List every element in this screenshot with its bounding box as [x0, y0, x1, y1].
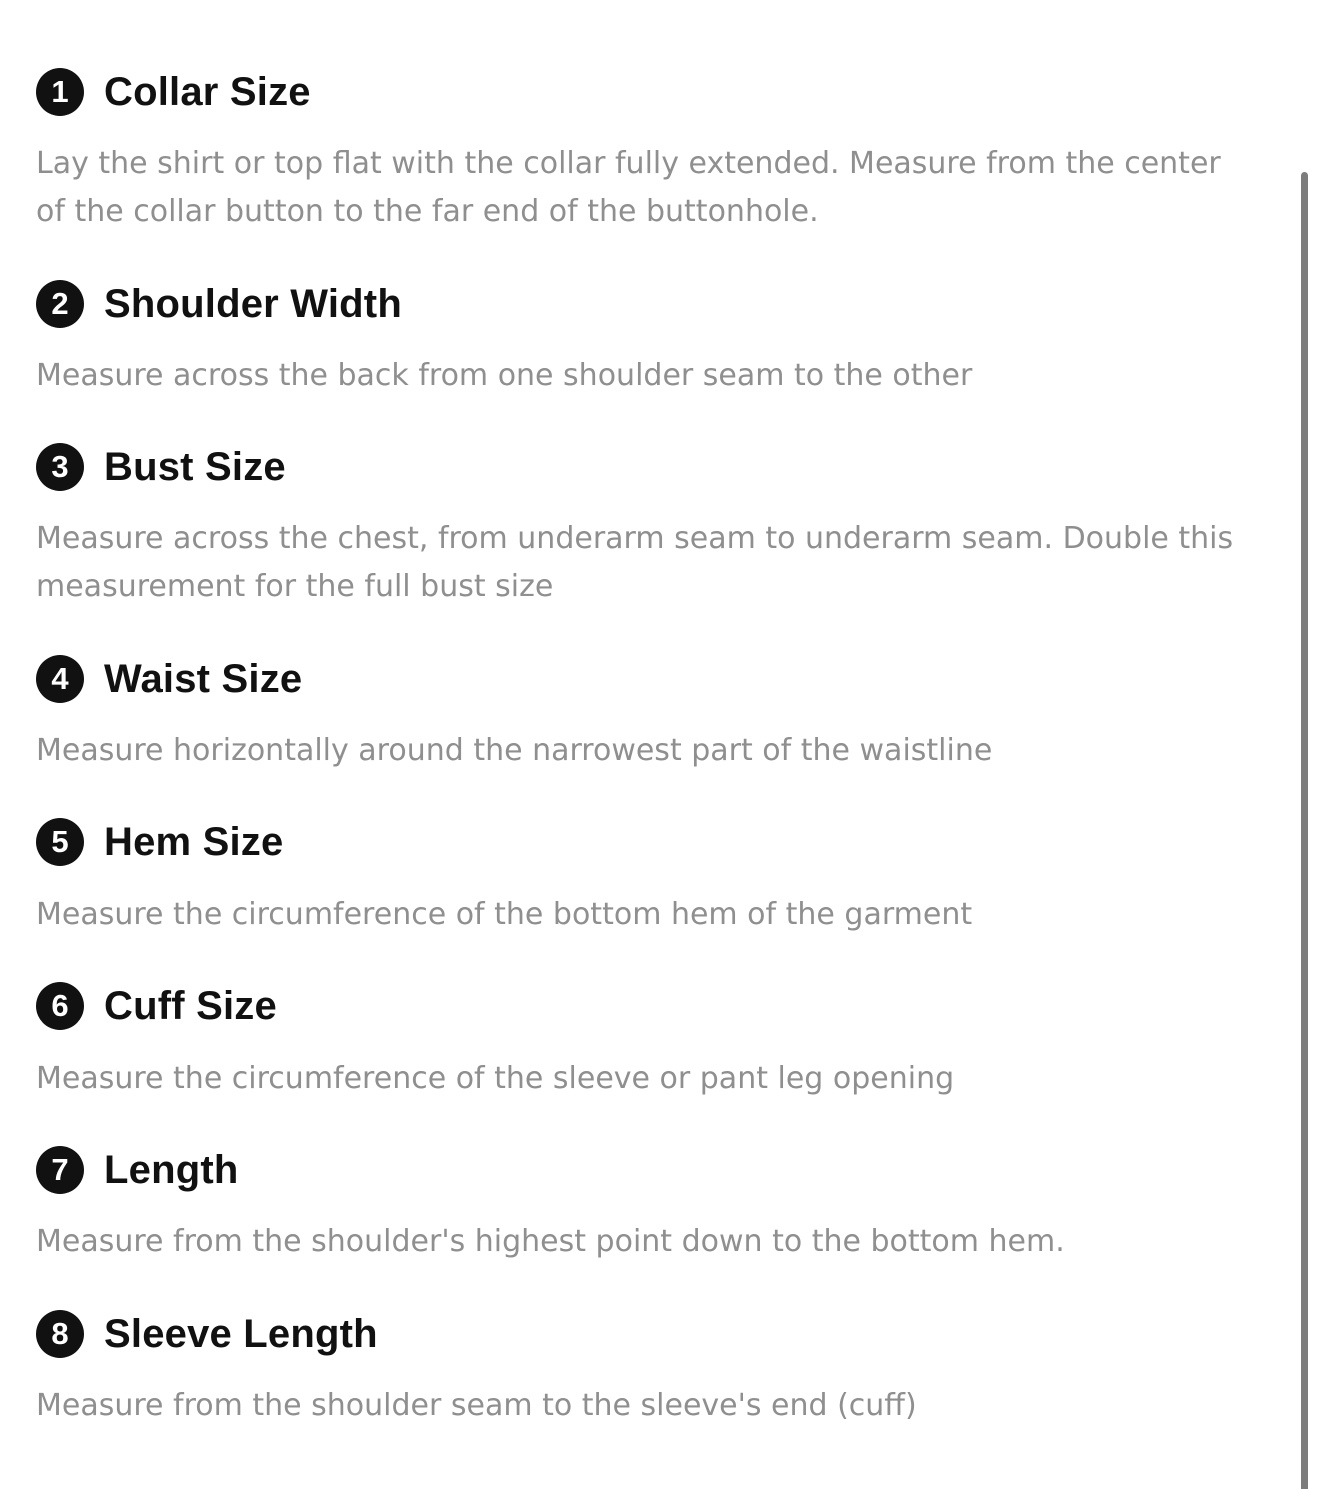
number-badge-icon: 3 — [36, 443, 84, 491]
number-badge-icon: 7 — [36, 1146, 84, 1194]
measurement-item-length — [36, 1146, 1266, 1259]
measurement-item-collar-size — [36, 68, 1266, 229]
measurement-item-bust-size — [36, 443, 1266, 604]
item-header — [36, 655, 1266, 703]
measurement-item-cuff-size — [36, 982, 1266, 1096]
item-description: Measure from the shoulder's highest point down to the bottom hem. — [36, 1224, 1065, 1259]
measurement-item-waist-size — [36, 655, 1266, 768]
item-description: Measure the circumference of the bottom hem of the garment — [36, 897, 973, 932]
item-title: Bust Size — [104, 444, 286, 489]
number-badge-icon: 6 — [36, 982, 84, 1030]
item-title: Sleeve Length — [104, 1311, 378, 1356]
number-badge-icon: 5 — [36, 818, 84, 866]
item-header — [36, 443, 1266, 491]
measurement-item-shoulder-width — [36, 280, 1266, 393]
measurement-item-sleeve-length — [36, 1310, 1266, 1423]
item-title: Collar Size — [104, 69, 311, 114]
measurement-item-hem-size — [36, 818, 1266, 932]
item-header — [36, 280, 1266, 328]
item-title: Cuff Size — [104, 983, 277, 1028]
item-description: Lay the shirt or top flat with the collar fully extended. Measure from the center of the collar button to the far end of the buttonhole. — [36, 146, 1221, 229]
item-description: Measure across the back from one shoulder seam to the other — [36, 358, 973, 393]
item-title: Waist Size — [104, 656, 303, 701]
item-header — [36, 818, 1266, 866]
number-badge-icon: 1 — [36, 68, 84, 116]
number-badge-icon: 8 — [36, 1310, 84, 1358]
item-title: Shoulder Width — [104, 281, 402, 326]
vertical-scrollbar[interactable] — [1301, 172, 1308, 1489]
item-description: Measure the circumference of the sleeve or pant leg opening — [36, 1061, 955, 1096]
item-title: Length — [104, 1147, 239, 1192]
number-badge-icon: 2 — [36, 280, 84, 328]
number-badge-icon: 4 — [36, 655, 84, 703]
item-header — [36, 1146, 1266, 1194]
item-description: Measure horizontally around the narrowest part of the waistline — [36, 733, 993, 768]
item-description: Measure across the chest, from underarm seam to underarm seam. Double this measurement for the full bust size — [36, 521, 1234, 604]
item-header — [36, 68, 1266, 116]
item-description: Measure from the shoulder seam to the sleeve's end (cuff) — [36, 1388, 917, 1423]
item-header — [36, 982, 1266, 1030]
item-title: Hem Size — [104, 819, 284, 864]
item-header — [36, 1310, 1266, 1358]
